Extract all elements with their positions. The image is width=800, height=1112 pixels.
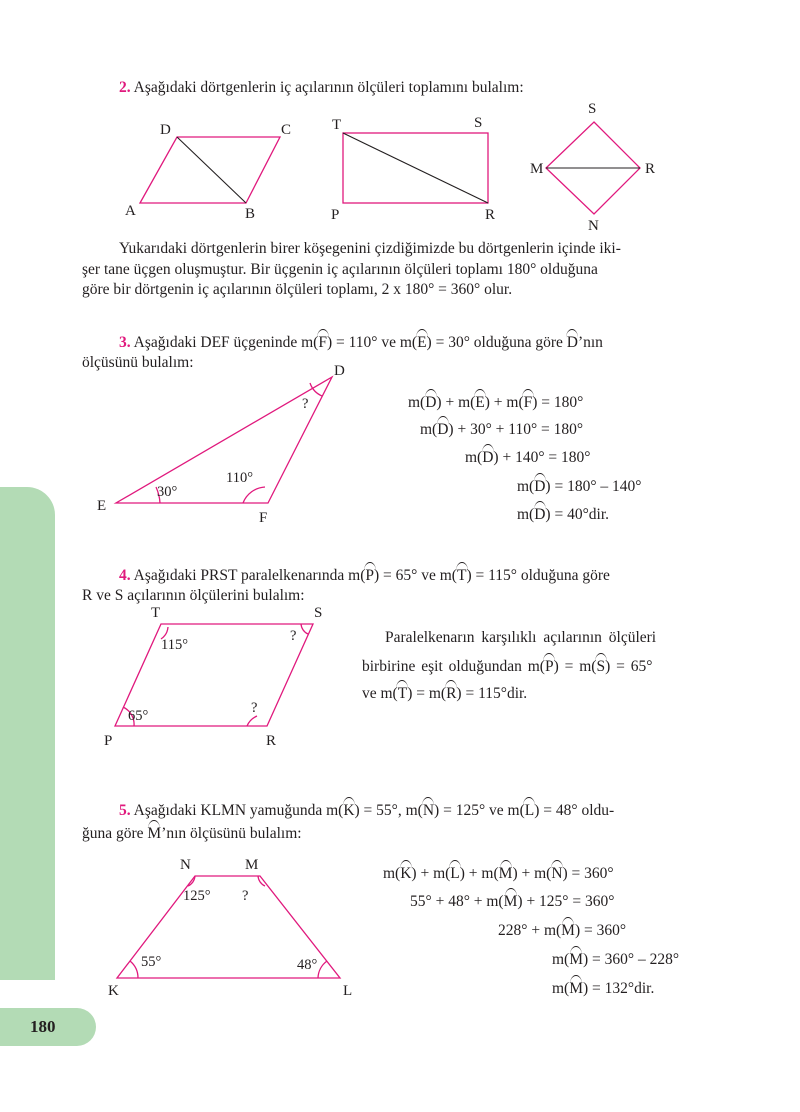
q4-exp-1: Paralelkenarın karşılıklı açılarının ölçüleri <box>385 629 657 646</box>
q4-text-a: Aşağıdaki PRST paralelkenarında m( <box>133 567 366 584</box>
q5-angle-n: N <box>422 802 435 819</box>
q4-title <box>119 566 610 586</box>
trap-angle-l: 48° <box>297 957 318 973</box>
parallelogram-abcd <box>140 137 280 203</box>
q2-title <box>119 78 524 98</box>
q5-number: 5. <box>119 802 131 819</box>
q5-text-c: ) = 125° ve m( <box>434 802 525 819</box>
q5-title <box>119 801 614 821</box>
q3-eq-2: m(D) + 30° + 110° = 180° <box>420 421 584 438</box>
vertex-d: D <box>160 122 171 138</box>
vertex-n: N <box>588 218 599 234</box>
q5-angle-m: M <box>147 825 162 842</box>
q3-angle-d: D <box>566 334 578 351</box>
q3-text-b: ) = 110° ve m( <box>326 334 418 351</box>
q3-eq-5: m(D) = 40°dir. <box>517 506 610 523</box>
par-vertex-t: T <box>151 605 161 621</box>
q5-eq-5: m(M) = 132°dir. <box>552 980 655 997</box>
par-angle-r: ? <box>251 700 258 716</box>
q2-para-line2: şer tane üçgen oluşmuştur. Bir üçgenin iç açılarının ölçüleri toplamı 180° olduğuna <box>82 261 598 278</box>
vertex-m: M <box>530 161 544 177</box>
q4-number: 4. <box>119 567 131 584</box>
q5-text-d: ) = 48° oldu- <box>534 802 615 819</box>
tri-vertex-e: E <box>97 498 107 514</box>
q4-line2: R ve S açılarının ölçülerini bulalım: <box>82 587 305 604</box>
tri-angle-e: 30° <box>157 484 178 500</box>
q2-para-line3: göre bir dörtgenin iç açılarının ölçüleri toplamı, 2 x 180° = 360° olur. <box>82 281 513 298</box>
q5-line2: ğuna göre M’nın ölçüsünü bulalım: <box>82 825 302 842</box>
par-vertex-r: R <box>266 733 277 749</box>
q2-number: 2. <box>119 79 131 96</box>
tri-angle-f: 110° <box>226 470 254 486</box>
trap-angle-n: 125° <box>183 888 211 904</box>
q5-text-b: ) = 55°, m( <box>354 802 423 819</box>
q3-eq-3: m(D) + 140° = 180° <box>465 449 591 466</box>
vertex-b: B <box>245 206 256 222</box>
q3-angle-e: E <box>417 334 427 351</box>
par-angle-p: 65° <box>128 708 149 724</box>
q3-eq-4: m(D) = 180° – 140° <box>517 478 642 495</box>
trap-vertex-m: M <box>245 857 259 873</box>
vertex-s2: S <box>588 101 597 117</box>
q5-angle-k: K <box>343 802 355 819</box>
q5-eq-1: m(K) + m(L) + m(M) + m(N) = 360° <box>383 865 614 882</box>
q4-exp-3: ve m(T) = m(R) = 115°dir. <box>362 685 528 702</box>
q5-angle-l: L <box>524 802 535 819</box>
tri-vertex-d: D <box>334 363 345 379</box>
par-vertex-s: S <box>314 605 323 621</box>
q3-number: 3. <box>119 334 131 351</box>
trap-angle-m: ? <box>242 888 249 904</box>
vertex-s: S <box>474 115 483 131</box>
vertex-c: C <box>281 122 292 138</box>
par-angle-s: ? <box>290 628 297 644</box>
q3-text-d: ’nın <box>577 334 603 351</box>
triangle-def <box>116 377 332 503</box>
q3-angle-f: F <box>318 334 327 351</box>
q2-para-line1: Yukarıdaki dörtgenlerin birer köşegenini çizdiğimizde bu dörtgenlerin içinde iki- <box>119 240 621 257</box>
vertex-a: A <box>125 203 136 219</box>
trap-vertex-n: N <box>180 857 191 873</box>
vertex-r: R <box>485 207 496 223</box>
q3-text-a: Aşağıdaki DEF üçgeninde m( <box>133 334 319 351</box>
q5-eq-2: 55° + 48° + m(M) + 125° = 360° <box>410 893 615 910</box>
trap-angle-k: 55° <box>141 954 162 970</box>
tri-angle-d-unknown: ? <box>302 396 309 412</box>
diagonal-bd <box>177 137 246 203</box>
vertex-t: T <box>332 117 342 133</box>
q4-text-b: ) = 65° ve m( <box>374 567 457 584</box>
page-number: 180 <box>30 1017 56 1036</box>
vertex-r2: R <box>645 161 656 177</box>
q4-text-c: ) = 115° olduğuna göre <box>466 567 610 584</box>
q3-title <box>119 333 603 353</box>
q5-eq-3: 228° + m(M) = 360° <box>498 922 627 939</box>
q4-exp-2: birbirine eşit olduğundan m(P) = m(S) = 65° <box>362 658 653 675</box>
q4-angle-t: T <box>456 567 467 584</box>
trap-vertex-k: K <box>108 983 119 999</box>
q2-text: Aşağıdaki dörtgenlerin iç açılarının ölçüleri toplamını bulalım: <box>133 79 524 96</box>
q3-text-c: ) = 30° olduğuna göre <box>426 334 567 351</box>
q3-line2: ölçüsünü bulalım: <box>82 354 194 371</box>
tri-vertex-f: F <box>259 510 268 526</box>
par-vertex-p: P <box>104 733 113 749</box>
q3-eq-1: m(D) + m(E) + m(F) = 180° <box>408 394 584 411</box>
q4-angle-p: P <box>365 567 375 584</box>
vertex-p: P <box>331 207 340 223</box>
q5-eq-4: m(M) = 360° – 228° <box>552 951 680 968</box>
diagonal-tr <box>343 133 488 203</box>
q5-text-a: Aşağıdaki KLMN yamuğunda m( <box>133 802 344 819</box>
par-angle-t: 115° <box>161 637 189 653</box>
trap-vertex-l: L <box>343 983 353 999</box>
